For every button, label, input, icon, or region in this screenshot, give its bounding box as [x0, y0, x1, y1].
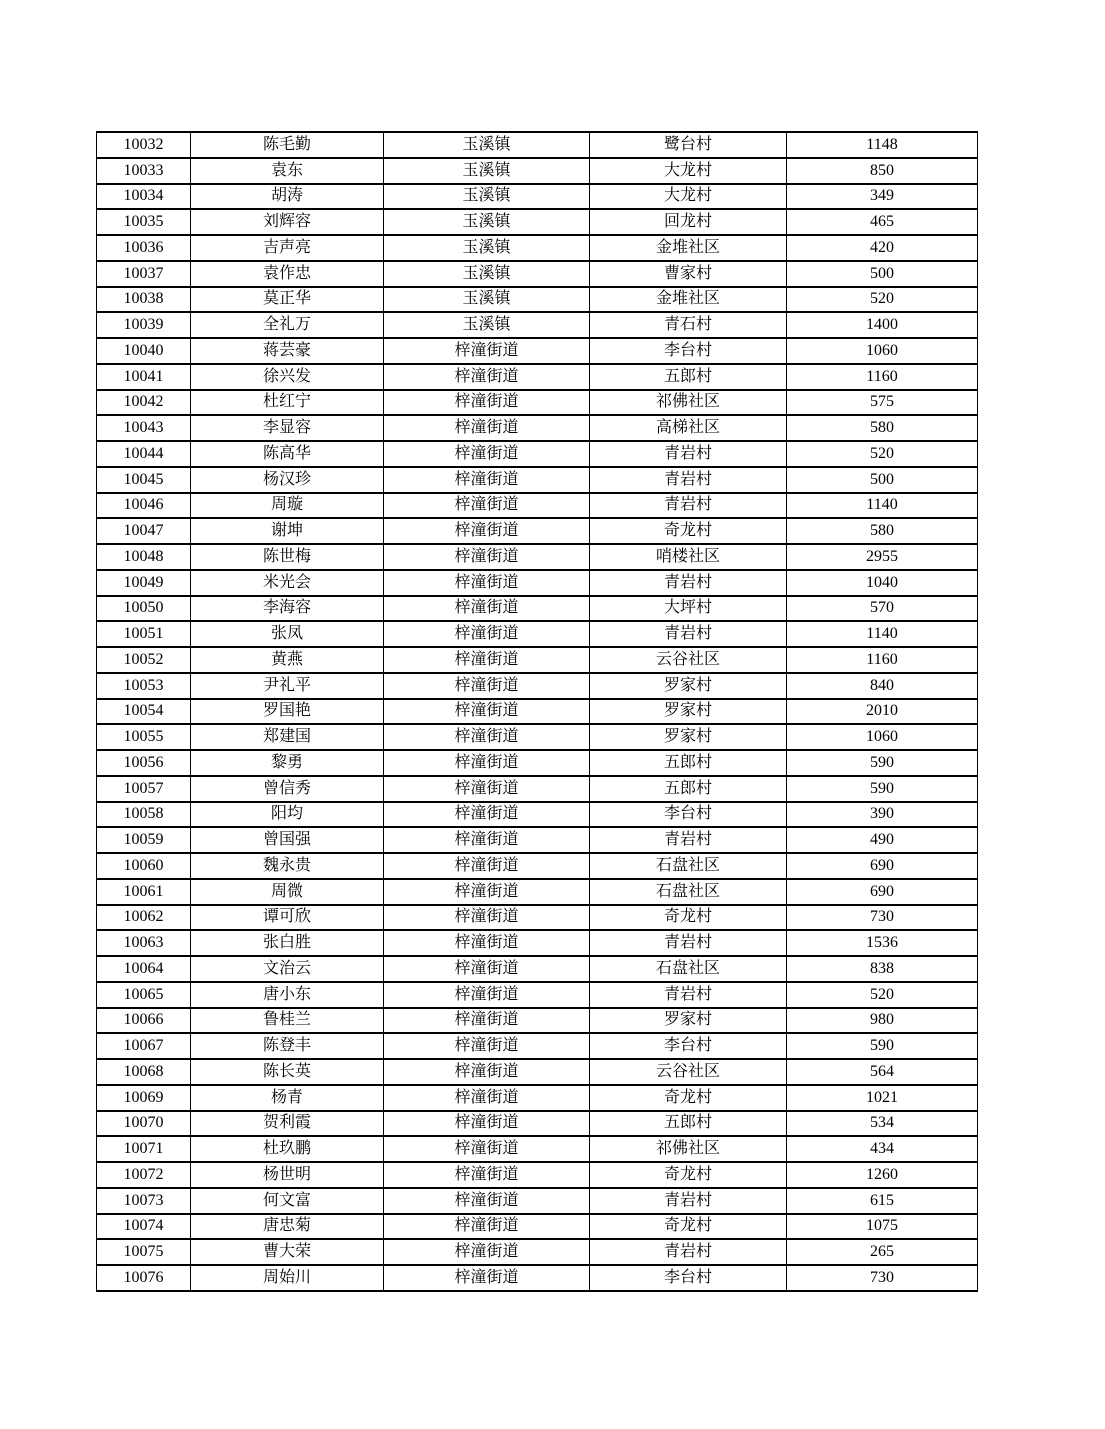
amount-cell: 730: [787, 905, 978, 931]
name-cell: 唐忠菊: [191, 1214, 384, 1240]
town-cell: 梓潼街道: [384, 673, 590, 699]
village-cell: 青岩村: [590, 1239, 787, 1265]
id-cell: 10073: [97, 1188, 191, 1214]
village-cell: 罗家村: [590, 673, 787, 699]
id-cell: 10040: [97, 338, 191, 364]
amount-cell: 2955: [787, 544, 978, 570]
town-cell: 梓潼街道: [384, 750, 590, 776]
town-cell: 梓潼街道: [384, 930, 590, 956]
amount-cell: 580: [787, 415, 978, 441]
village-cell: 金堆社区: [590, 287, 787, 313]
amount-cell: 390: [787, 802, 978, 828]
name-cell: 李海容: [191, 596, 384, 622]
town-cell: 梓潼街道: [384, 390, 590, 416]
table-row: [97, 853, 978, 879]
amount-cell: 1148: [787, 132, 978, 158]
village-cell: 祁佛社区: [590, 390, 787, 416]
village-cell: 五郎村: [590, 364, 787, 390]
table-row: [97, 518, 978, 544]
village-cell: 五郎村: [590, 750, 787, 776]
village-cell: 奇龙村: [590, 1214, 787, 1240]
town-cell: 玉溪镇: [384, 158, 590, 184]
id-cell: 10047: [97, 518, 191, 544]
table-row: [97, 596, 978, 622]
village-cell: 祁佛社区: [590, 1136, 787, 1162]
amount-cell: 590: [787, 1033, 978, 1059]
table-row: [97, 879, 978, 905]
table-row: [97, 1136, 978, 1162]
name-cell: 胡涛: [191, 184, 384, 210]
id-cell: 10034: [97, 184, 191, 210]
table-row: [97, 261, 978, 287]
amount-cell: 500: [787, 261, 978, 287]
amount-cell: 730: [787, 1265, 978, 1291]
name-cell: 魏永贵: [191, 853, 384, 879]
town-cell: 梓潼街道: [384, 415, 590, 441]
id-cell: 10066: [97, 1008, 191, 1034]
table-row: [97, 1008, 978, 1034]
name-cell: 尹礼平: [191, 673, 384, 699]
table-row: [97, 905, 978, 931]
village-cell: 鹭台村: [590, 132, 787, 158]
table-row: [97, 1033, 978, 1059]
town-cell: 梓潼街道: [384, 1008, 590, 1034]
town-cell: 梓潼街道: [384, 621, 590, 647]
amount-cell: 1075: [787, 1214, 978, 1240]
name-cell: 杨汉珍: [191, 467, 384, 493]
town-cell: 梓潼街道: [384, 544, 590, 570]
id-cell: 10041: [97, 364, 191, 390]
id-cell: 10074: [97, 1214, 191, 1240]
name-cell: 周璇: [191, 493, 384, 519]
village-cell: 回龙村: [590, 209, 787, 235]
name-cell: 谢坤: [191, 518, 384, 544]
town-cell: 梓潼街道: [384, 699, 590, 725]
town-cell: 梓潼街道: [384, 596, 590, 622]
table-row: [97, 776, 978, 802]
records-table: [96, 131, 978, 1292]
village-cell: 李台村: [590, 1265, 787, 1291]
name-cell: 杜玖鹏: [191, 1136, 384, 1162]
id-cell: 10050: [97, 596, 191, 622]
town-cell: 梓潼街道: [384, 853, 590, 879]
name-cell: 贺利霞: [191, 1111, 384, 1137]
village-cell: 五郎村: [590, 776, 787, 802]
id-cell: 10043: [97, 415, 191, 441]
village-cell: 罗家村: [590, 724, 787, 750]
amount-cell: 1040: [787, 570, 978, 596]
town-cell: 梓潼街道: [384, 647, 590, 673]
village-cell: 五郎村: [590, 1111, 787, 1137]
table-row: [97, 467, 978, 493]
amount-cell: 2010: [787, 699, 978, 725]
town-cell: 梓潼街道: [384, 570, 590, 596]
table-row: [97, 287, 978, 313]
name-cell: 刘辉容: [191, 209, 384, 235]
village-cell: 李台村: [590, 1033, 787, 1059]
amount-cell: 980: [787, 1008, 978, 1034]
name-cell: 张白胜: [191, 930, 384, 956]
name-cell: 杜红宁: [191, 390, 384, 416]
village-cell: 奇龙村: [590, 1085, 787, 1111]
table-row: [97, 982, 978, 1008]
id-cell: 10059: [97, 827, 191, 853]
name-cell: 陈高华: [191, 441, 384, 467]
name-cell: 文治云: [191, 956, 384, 982]
amount-cell: 420: [787, 235, 978, 261]
town-cell: 梓潼街道: [384, 982, 590, 1008]
name-cell: 周微: [191, 879, 384, 905]
town-cell: 梓潼街道: [384, 1033, 590, 1059]
town-cell: 梓潼街道: [384, 1188, 590, 1214]
table-row: [97, 1265, 978, 1291]
name-cell: 全礼万: [191, 312, 384, 338]
amount-cell: 580: [787, 518, 978, 544]
amount-cell: 570: [787, 596, 978, 622]
id-cell: 10064: [97, 956, 191, 982]
table-row: [97, 1085, 978, 1111]
name-cell: 周始川: [191, 1265, 384, 1291]
name-cell: 黄燕: [191, 647, 384, 673]
id-cell: 10068: [97, 1059, 191, 1085]
town-cell: 梓潼街道: [384, 905, 590, 931]
village-cell: 青岩村: [590, 930, 787, 956]
table-row: [97, 312, 978, 338]
table-row: [97, 235, 978, 261]
town-cell: 梓潼街道: [384, 493, 590, 519]
table-row: [97, 209, 978, 235]
table-row: [97, 1188, 978, 1214]
town-cell: 玉溪镇: [384, 287, 590, 313]
table-row: [97, 647, 978, 673]
name-cell: 袁东: [191, 158, 384, 184]
town-cell: 玉溪镇: [384, 209, 590, 235]
name-cell: 阳均: [191, 802, 384, 828]
village-cell: 石盘社区: [590, 956, 787, 982]
amount-cell: 590: [787, 776, 978, 802]
id-cell: 10045: [97, 467, 191, 493]
town-cell: 梓潼街道: [384, 1059, 590, 1085]
id-cell: 10048: [97, 544, 191, 570]
town-cell: 梓潼街道: [384, 802, 590, 828]
amount-cell: 850: [787, 158, 978, 184]
name-cell: 曾信秀: [191, 776, 384, 802]
id-cell: 10071: [97, 1136, 191, 1162]
id-cell: 10042: [97, 390, 191, 416]
id-cell: 10062: [97, 905, 191, 931]
table-row: [97, 1111, 978, 1137]
name-cell: 徐兴发: [191, 364, 384, 390]
id-cell: 10053: [97, 673, 191, 699]
table-row: [97, 544, 978, 570]
village-cell: 罗家村: [590, 1008, 787, 1034]
amount-cell: 265: [787, 1239, 978, 1265]
table-row: [97, 493, 978, 519]
table-row: [97, 621, 978, 647]
table-body: [97, 132, 978, 1291]
name-cell: 蒋芸豪: [191, 338, 384, 364]
name-cell: 罗国艳: [191, 699, 384, 725]
village-cell: 奇龙村: [590, 1162, 787, 1188]
name-cell: 鲁桂兰: [191, 1008, 384, 1034]
name-cell: 米光会: [191, 570, 384, 596]
amount-cell: 1060: [787, 338, 978, 364]
amount-cell: 349: [787, 184, 978, 210]
village-cell: 金堆社区: [590, 235, 787, 261]
town-cell: 梓潼街道: [384, 1111, 590, 1137]
id-cell: 10055: [97, 724, 191, 750]
id-cell: 10032: [97, 132, 191, 158]
id-cell: 10036: [97, 235, 191, 261]
id-cell: 10039: [97, 312, 191, 338]
town-cell: 玉溪镇: [384, 184, 590, 210]
town-cell: 梓潼街道: [384, 467, 590, 493]
name-cell: 杨世明: [191, 1162, 384, 1188]
table-row: [97, 673, 978, 699]
id-cell: 10058: [97, 802, 191, 828]
amount-cell: 1260: [787, 1162, 978, 1188]
town-cell: 梓潼街道: [384, 364, 590, 390]
name-cell: 唐小东: [191, 982, 384, 1008]
amount-cell: 534: [787, 1111, 978, 1137]
name-cell: 何文富: [191, 1188, 384, 1214]
town-cell: 梓潼街道: [384, 1136, 590, 1162]
id-cell: 10054: [97, 699, 191, 725]
village-cell: 青石村: [590, 312, 787, 338]
amount-cell: 1160: [787, 647, 978, 673]
village-cell: 奇龙村: [590, 518, 787, 544]
table-row: [97, 415, 978, 441]
table-row: [97, 699, 978, 725]
id-cell: 10076: [97, 1265, 191, 1291]
town-cell: 梓潼街道: [384, 1085, 590, 1111]
table-row: [97, 802, 978, 828]
id-cell: 10038: [97, 287, 191, 313]
name-cell: 张凤: [191, 621, 384, 647]
town-cell: 玉溪镇: [384, 261, 590, 287]
id-cell: 10046: [97, 493, 191, 519]
amount-cell: 838: [787, 956, 978, 982]
id-cell: 10044: [97, 441, 191, 467]
village-cell: 青岩村: [590, 982, 787, 1008]
id-cell: 10075: [97, 1239, 191, 1265]
village-cell: 青岩村: [590, 467, 787, 493]
id-cell: 10035: [97, 209, 191, 235]
village-cell: 大坪村: [590, 596, 787, 622]
village-cell: 青岩村: [590, 493, 787, 519]
table-row: [97, 1239, 978, 1265]
town-cell: 梓潼街道: [384, 776, 590, 802]
town-cell: 梓潼街道: [384, 338, 590, 364]
amount-cell: 564: [787, 1059, 978, 1085]
table-row: [97, 1214, 978, 1240]
table-row: [97, 750, 978, 776]
amount-cell: 490: [787, 827, 978, 853]
town-cell: 梓潼街道: [384, 1265, 590, 1291]
table-row: [97, 364, 978, 390]
amount-cell: 840: [787, 673, 978, 699]
amount-cell: 575: [787, 390, 978, 416]
town-cell: 梓潼街道: [384, 441, 590, 467]
id-cell: 10063: [97, 930, 191, 956]
amount-cell: 1060: [787, 724, 978, 750]
village-cell: 罗家村: [590, 699, 787, 725]
amount-cell: 690: [787, 853, 978, 879]
town-cell: 玉溪镇: [384, 312, 590, 338]
village-cell: 奇龙村: [590, 905, 787, 931]
id-cell: 10070: [97, 1111, 191, 1137]
id-cell: 10033: [97, 158, 191, 184]
village-cell: 青岩村: [590, 570, 787, 596]
amount-cell: 520: [787, 982, 978, 1008]
village-cell: 大龙村: [590, 184, 787, 210]
table-row: [97, 1059, 978, 1085]
town-cell: 梓潼街道: [384, 1239, 590, 1265]
amount-cell: 465: [787, 209, 978, 235]
id-cell: 10060: [97, 853, 191, 879]
table-row: [97, 724, 978, 750]
amount-cell: 1021: [787, 1085, 978, 1111]
table-row: [97, 570, 978, 596]
amount-cell: 1140: [787, 493, 978, 519]
id-cell: 10051: [97, 621, 191, 647]
amount-cell: 520: [787, 441, 978, 467]
village-cell: 曹家村: [590, 261, 787, 287]
village-cell: 石盘社区: [590, 879, 787, 905]
village-cell: 云谷社区: [590, 647, 787, 673]
town-cell: 玉溪镇: [384, 235, 590, 261]
name-cell: 李显容: [191, 415, 384, 441]
amount-cell: 1140: [787, 621, 978, 647]
name-cell: 吉声亮: [191, 235, 384, 261]
village-cell: 大龙村: [590, 158, 787, 184]
village-cell: 青岩村: [590, 621, 787, 647]
village-cell: 高梯社区: [590, 415, 787, 441]
name-cell: 谭可欣: [191, 905, 384, 931]
name-cell: 曹大荣: [191, 1239, 384, 1265]
name-cell: 黎勇: [191, 750, 384, 776]
name-cell: 陈长英: [191, 1059, 384, 1085]
name-cell: 杨青: [191, 1085, 384, 1111]
id-cell: 10049: [97, 570, 191, 596]
table-row: [97, 956, 978, 982]
amount-cell: 690: [787, 879, 978, 905]
id-cell: 10056: [97, 750, 191, 776]
amount-cell: 615: [787, 1188, 978, 1214]
id-cell: 10069: [97, 1085, 191, 1111]
name-cell: 郑建国: [191, 724, 384, 750]
town-cell: 梓潼街道: [384, 1162, 590, 1188]
amount-cell: 590: [787, 750, 978, 776]
village-cell: 青岩村: [590, 827, 787, 853]
id-cell: 10067: [97, 1033, 191, 1059]
table-row: [97, 132, 978, 158]
id-cell: 10061: [97, 879, 191, 905]
village-cell: 石盘社区: [590, 853, 787, 879]
amount-cell: 1400: [787, 312, 978, 338]
village-cell: 哨楼社区: [590, 544, 787, 570]
table-row: [97, 827, 978, 853]
table-row: [97, 338, 978, 364]
name-cell: 莫正华: [191, 287, 384, 313]
table-row: [97, 441, 978, 467]
table-row: [97, 1162, 978, 1188]
town-cell: 梓潼街道: [384, 879, 590, 905]
table-row: [97, 158, 978, 184]
town-cell: 玉溪镇: [384, 132, 590, 158]
name-cell: 袁作忠: [191, 261, 384, 287]
name-cell: 陈毛勤: [191, 132, 384, 158]
amount-cell: 500: [787, 467, 978, 493]
town-cell: 梓潼街道: [384, 518, 590, 544]
id-cell: 10065: [97, 982, 191, 1008]
town-cell: 梓潼街道: [384, 827, 590, 853]
name-cell: 陈登丰: [191, 1033, 384, 1059]
amount-cell: 1160: [787, 364, 978, 390]
table-row: [97, 930, 978, 956]
amount-cell: 520: [787, 287, 978, 313]
town-cell: 梓潼街道: [384, 1214, 590, 1240]
name-cell: 曾国强: [191, 827, 384, 853]
village-cell: 云谷社区: [590, 1059, 787, 1085]
amount-cell: 434: [787, 1136, 978, 1162]
village-cell: 李台村: [590, 338, 787, 364]
town-cell: 梓潼街道: [384, 956, 590, 982]
id-cell: 10052: [97, 647, 191, 673]
id-cell: 10037: [97, 261, 191, 287]
id-cell: 10072: [97, 1162, 191, 1188]
village-cell: 李台村: [590, 802, 787, 828]
name-cell: 陈世梅: [191, 544, 384, 570]
table-row: [97, 390, 978, 416]
village-cell: 青岩村: [590, 1188, 787, 1214]
amount-cell: 1536: [787, 930, 978, 956]
id-cell: 10057: [97, 776, 191, 802]
table-row: [97, 184, 978, 210]
town-cell: 梓潼街道: [384, 724, 590, 750]
village-cell: 青岩村: [590, 441, 787, 467]
